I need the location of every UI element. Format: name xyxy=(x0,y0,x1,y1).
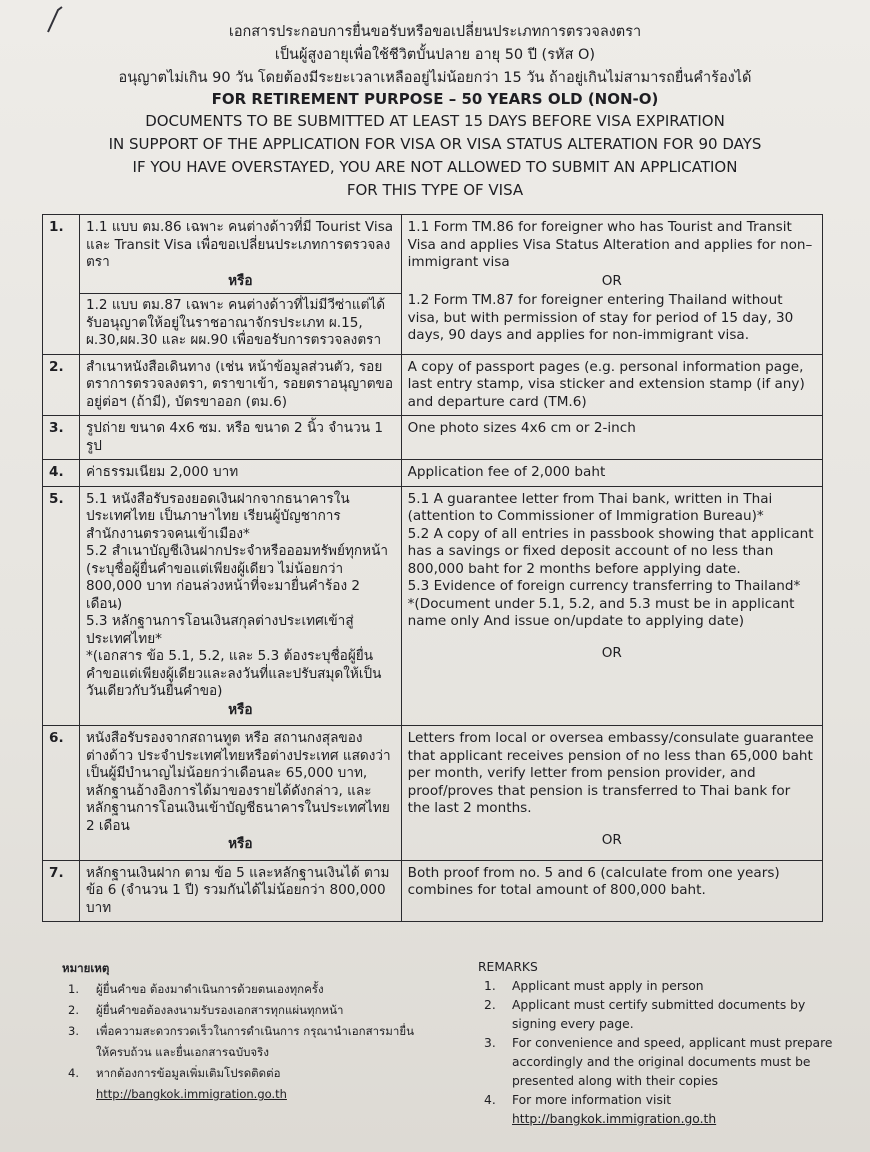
english-remarks-list xyxy=(478,977,838,1129)
english-requirement-cell: One photo sizes 4x6 cm or 2-inch xyxy=(401,416,822,460)
list-item: 2. Applicant must certify submitted documents by signing every page. xyxy=(484,998,806,1031)
list-item: 1. Applicant must apply in person xyxy=(484,979,704,993)
thai-text: 5.2 สำเนาบัญชีเงินฝากประจำหรือออมทรัพย์ทุกหน้า (ระบุชื่อผู้ยื่นคำขอแต่เพียงผู้เดียว ไม่น้อยกว่า 800,000 บาท ก่อนล่วงหน้าที่จะมายื่นคำร้อง 2 เดือน) xyxy=(85,543,389,612)
english-subtitle-line-3: IF YOU HAVE OVERSTAYED, YOU ARE NOT ALLOWED TO SUBMIT AN APPLICATION xyxy=(132,158,738,176)
english-note: *(Document under 5.1, 5.2, and 5.3 must be in applicant name only And issue on/update to applying date) xyxy=(407,595,795,629)
english-text: 1.1 Form TM.86 for foreigner who has Tourist and Transit Visa and applies Visa Status Alteration and applies for non–immigrant visa xyxy=(407,219,813,270)
thai-title-line-3: อนุญาตไม่เกิน 90 วัน โดยต้องมีระยะเวลาเหลืออยู่ไม่น้อยกว่า 15 วัน ถ้าอยู่เกินไม่สามารถยื่นคำร้องได้ xyxy=(118,70,752,86)
row-number: 3. xyxy=(43,416,80,460)
english-requirement-cell xyxy=(401,215,822,355)
thai-text: หนังสือรับรองจากสถานทูต หรือ สถานกงสุลของต่างด้าว ประจำประเทศไทยหรือต่างประเทศ แสดงว่าเป็นผู้มีบำนาญไม่น้อยกว่าเดือนละ 65,000 บาท, หลักฐานอ้างอิงการได้มาของรายได้ดังกล่าว, และ หลักฐานการโอนเงินเข้าบัญชีธนาคารในประเทศไทย 2 เดือน xyxy=(85,730,391,834)
thai-requirement-cell: หลักฐานเงินฝาก ตาม ข้อ 5 และหลักฐานเงินได้ ตามข้อ 6 (จำนวน 1 ปี) รวมกันได้ไม่น้อยกว่า 800,000 บาท xyxy=(79,860,401,922)
row-number: 2. xyxy=(43,354,80,416)
row-number: 5. xyxy=(43,486,80,726)
table-row xyxy=(43,460,823,487)
english-title: FOR RETIREMENT PURPOSE – 50 YEARS OLD (NON-O) xyxy=(211,90,659,108)
thai-requirement-cell xyxy=(79,215,401,355)
thai-text: 1.2 แบบ ตม.87 เฉพาะ คนต่างด้าวที่ไม่มีวีซ่าแต่ได้รับอนุญาตให้อยู่ในราชอาณาจักรประเภท ผ.15, ผ.30,ผผ.30 และ ผผ.90 เพื่อขอรับการตรวจลงตรา xyxy=(85,297,386,348)
english-subtitle-line-2: IN SUPPORT OF THE APPLICATION FOR VISA OR VISA STATUS ALTERATION FOR 90 DAYS xyxy=(108,135,762,153)
list-item: 4. หากต้องการข้อมูลเพิ่มเติมโปรดติดต่อ http://bangkok.immigration.go.th xyxy=(68,1066,287,1101)
thai-requirement-cell xyxy=(79,726,401,861)
thai-note: *(เอกสาร ข้อ 5.1, 5.2, และ 5.3 ต้องระบุชื่อผู้ยื่นคำขอแต่เพียงผู้เดียวและลงวันที่และปรับสมุดให้เป็นวันเดียวกับวันยื่นคำขอ) xyxy=(85,648,382,699)
english-remarks xyxy=(478,958,838,1129)
table-row xyxy=(43,215,823,355)
thai-or-separator: หรือ xyxy=(228,836,253,852)
english-requirement-cell: Application fee of 2,000 baht xyxy=(401,460,822,487)
english-text: Letters from local or oversea embassy/consulate guarantee that applicant receives pension of no less than 65,000 baht per month, verify letter from pension provider, and proof/proves that pension is transferred to Thai bank for the last 2 months. xyxy=(407,730,814,816)
english-text: 5.3 Evidence of foreign currency transferring to Thailand* xyxy=(407,578,801,594)
thai-text: 5.1 หนังสือรับรองยอดเงินฝากจากธนาคารในประเทศไทย เป็นภาษาไทย เรียนผู้บัญชาการสำนักงานตรวจคนเข้าเมือง* xyxy=(85,490,350,542)
thai-requirement-cell: ค่าธรรมเนียม 2,000 บาท xyxy=(79,460,401,487)
row-number: 7. xyxy=(43,860,80,922)
english-text: 1.2 Form TM.87 for foreigner entering Thailand without visa, but with permission of stay for period of 15 day, 30 days, 90 days and applies for non-immigrant visa. xyxy=(407,292,794,343)
immigration-website-link[interactable]: http://bangkok.immigration.go.th xyxy=(96,1087,287,1101)
thai-remarks xyxy=(62,958,422,1105)
table-row xyxy=(43,860,823,922)
english-requirement-cell: A copy of passport pages (e.g. personal information page, last entry stamp, visa sticker and extension stamp (if any) and departure card (TM.6) xyxy=(401,354,822,416)
table-row xyxy=(43,354,823,416)
english-or-separator: OR xyxy=(601,831,622,848)
english-requirement-cell: Both proof from no. 5 and 6 (calculate from one years) combines for total amount of 800,000 baht. xyxy=(401,860,822,922)
list-item: 2. ผู้ยื่นคำขอต้องลงนามรับรองเอกสารทุกแผ่นทุกหน้า xyxy=(68,1003,344,1017)
requirements-table xyxy=(42,214,823,922)
thai-title-line-1: เอกสารประกอบการยื่นขอรับหรือขอเปลี่ยนประเภทการตรวจลงตรา xyxy=(228,24,642,40)
english-text: 5.2 A copy of all entries in passbook showing that applicant has a savings or fixed deposit account of no less than 800,000 baht for 2 months before applying date. xyxy=(407,525,814,577)
english-subtitle-line-1: DOCUMENTS TO BE SUBMITTED AT LEAST 15 DAYS BEFORE VISA EXPIRATION xyxy=(145,112,725,130)
list-item: 4. For more information visit http://bangkok.immigration.go.th xyxy=(484,1093,717,1126)
list-item: 3. เพื่อความสะดวกรวดเร็วในการดำเนินการ กรุณานำเอกสารมายื่นให้ครบถ้วน และยื่นเอกสารฉบับจริง xyxy=(68,1024,414,1059)
thai-requirement-cell: รูปถ่าย ขนาด 4x6 ซม. หรือ ขนาด 2 นิ้ว จำนวน 1 รูป xyxy=(79,416,401,460)
english-subtitle-line-4: FOR THIS TYPE OF VISA xyxy=(346,181,524,199)
thai-requirement-cell: สำเนาหนังสือเดินทาง (เช่น หน้าข้อมูลส่วนตัว, รอยตราการตรวจลงตรา, ตราขาเข้า, รอยตราอนุญาตขออยู่ต่อฯ (ถ้ามี), บัตรขาออก (ตม.6) xyxy=(79,354,401,416)
thai-or-separator: หรือ xyxy=(228,272,253,289)
row-number: 1. xyxy=(43,215,80,355)
thai-or-separator: หรือ xyxy=(228,701,253,718)
english-text: 5.1 A guarantee letter from Thai bank, written in Thai (attention to Commissioner of Immigration Bureau)* xyxy=(407,490,773,524)
thai-remarks-title: หมายเหตุ xyxy=(62,961,110,975)
table-row xyxy=(43,416,823,460)
thai-title-line-2: เป็นผู้สูงอายุเพื่อใช้ชีวิตบั้นปลาย อายุ 50 ปี (รหัส O) xyxy=(274,47,596,63)
thai-text: 1.1 แบบ ตม.86 เฉพาะ คนต่างด้าวที่มี Tourist Visa และ Transit Visa เพื่อขอเปลี่ยนประเภทการตรวจลงตรา xyxy=(85,219,394,270)
list-item: 1. ผู้ยื่นคำขอ ต้องมาดำเนินการด้วยตนเองทุกครั้ง xyxy=(68,982,324,996)
english-requirement-cell xyxy=(401,486,822,726)
list-item: 3. For convenience and speed, applicant must prepare accordingly and the original documents must be presented along with their copies xyxy=(484,1036,833,1088)
english-requirement-cell xyxy=(401,726,822,861)
divider xyxy=(80,293,401,294)
thai-remarks-list xyxy=(62,979,422,1105)
thai-requirement-cell xyxy=(79,486,401,726)
table-row xyxy=(43,486,823,726)
row-number: 6. xyxy=(43,726,80,861)
immigration-website-link[interactable]: http://bangkok.immigration.go.th xyxy=(512,1112,717,1126)
english-remarks-title: REMARKS xyxy=(478,960,538,974)
english-or-separator: OR xyxy=(601,272,622,289)
table-row xyxy=(43,726,823,861)
thai-text: 5.3 หลักฐานการโอนเงินสกุลต่างประเทศเข้าสู่ประเทศไทย* xyxy=(85,613,354,647)
row-number: 4. xyxy=(43,460,80,487)
english-or-separator: OR xyxy=(601,644,622,661)
